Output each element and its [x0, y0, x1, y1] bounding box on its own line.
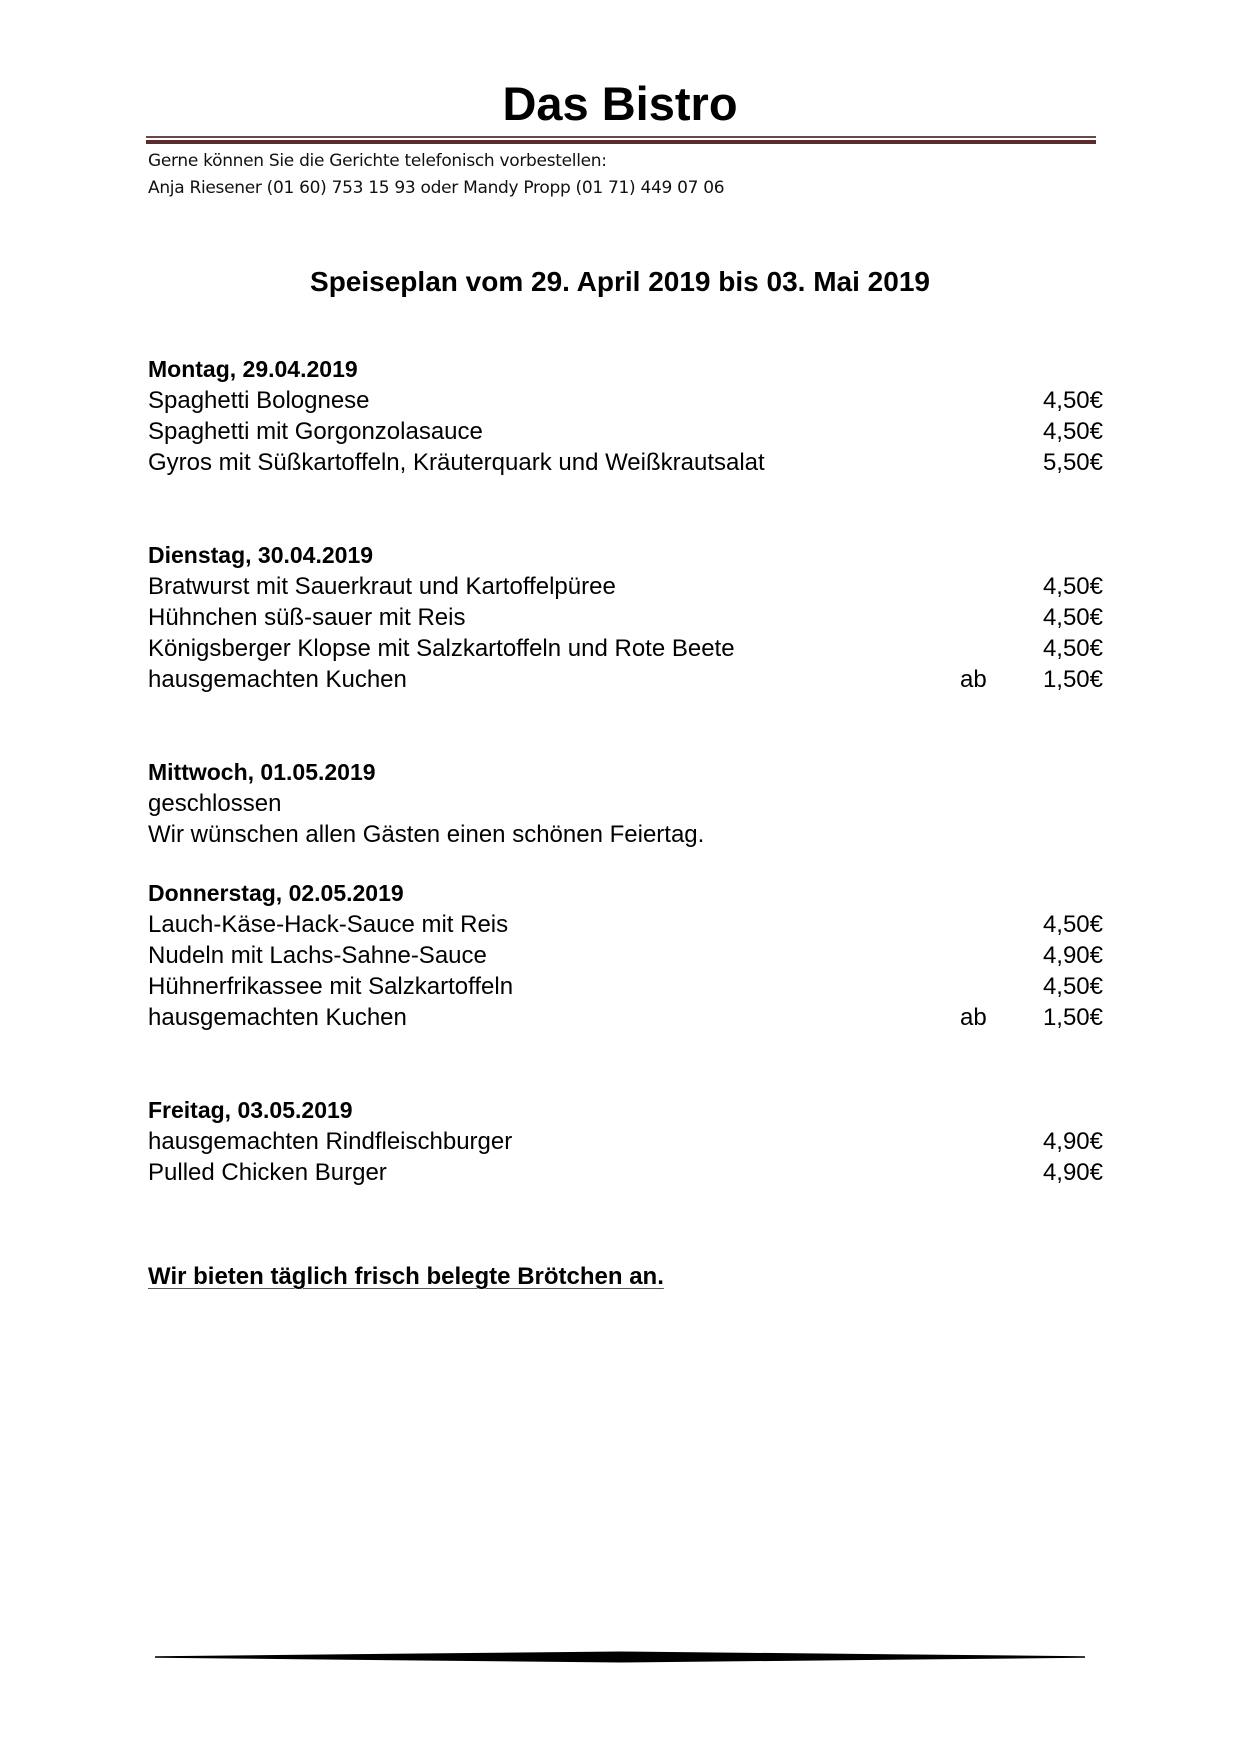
tapered-line-icon: [155, 1650, 1085, 1664]
price-prefix: ab: [960, 1004, 987, 1031]
dish-name: hausgemachten Kuchen: [148, 1004, 407, 1031]
day-heading: Dienstag, 30.04.2019: [148, 542, 374, 568]
dish-name: Hühnchen süß-sauer mit Reis: [148, 604, 466, 631]
dish-price: 4,50€: [1042, 573, 1103, 600]
menu-item: [148, 602, 1103, 633]
menu-item: [148, 940, 1103, 971]
menu-item: [148, 633, 1103, 664]
menu-item: [148, 571, 1103, 602]
holiday-greeting: Wir wünschen allen Gästen einen schönen Feiertag.: [148, 821, 705, 848]
contact-info: [148, 148, 724, 202]
dish-name: Gyros mit Süßkartoffeln, Kräuterquark und Weißkrautsalat: [148, 449, 765, 476]
dish-price: 4,90€: [1042, 1159, 1103, 1186]
dish-name: Hühnerfrikassee mit Salzkartoffeln: [148, 973, 514, 1000]
menu-item: [148, 971, 1103, 1002]
dish-name: Pulled Chicken Burger: [148, 1159, 387, 1186]
weekly-menu: [148, 354, 1103, 1188]
dish-price: 4,90€: [1042, 942, 1103, 969]
menu-item: [148, 909, 1103, 940]
day-thursday: [148, 878, 1103, 1033]
day-heading: Mittwoch, 01.05.2019: [148, 759, 376, 785]
dish-price: 4,50€: [1042, 387, 1103, 414]
dish-name: Spaghetti Bolognese: [148, 387, 370, 414]
dish-price: 1,50€: [1042, 666, 1103, 693]
menu-item: [148, 1002, 1103, 1033]
dish-name: hausgemachten Kuchen: [148, 666, 407, 693]
menu-item: [148, 385, 1103, 416]
spacer: [148, 695, 1103, 757]
spacer: [148, 850, 1103, 878]
day-wednesday: [148, 757, 1103, 850]
dish-price: 4,50€: [1042, 973, 1103, 1000]
preorder-note: Gerne können Sie die Gerichte telefonisch vorbestellen:: [148, 151, 607, 171]
dish-price: 4,50€: [1042, 911, 1103, 938]
header-divider-thick-line: [146, 140, 1096, 144]
dish-price: 4,50€: [1042, 604, 1103, 631]
fresh-rolls-note: Wir bieten täglich frisch belegte Brötchen an.: [148, 1263, 664, 1290]
header-divider-thin-line: [146, 136, 1096, 138]
dish-price: 5,50€: [1042, 449, 1103, 476]
dish-name: Spaghetti mit Gorgonzolasauce: [148, 418, 483, 445]
menu-item: [148, 664, 1103, 695]
dish-price: 4,50€: [1042, 635, 1103, 662]
dish-name: hausgemachten Rindfleischburger: [148, 1128, 513, 1155]
menu-item: [148, 1126, 1103, 1157]
menu-item: [148, 1157, 1103, 1188]
dish-name: Lauch-Käse-Hack-Sauce mit Reis: [148, 911, 509, 938]
dish-name: Nudeln mit Lachs-Sahne-Sauce: [148, 942, 487, 969]
dish-price: 4,90€: [1042, 1128, 1103, 1155]
day-heading: Donnerstag, 02.05.2019: [148, 880, 404, 906]
day-friday: [148, 1095, 1103, 1188]
dish-name: Bratwurst mit Sauerkraut und Kartoffelpüree: [148, 573, 616, 600]
day-heading: Freitag, 03.05.2019: [148, 1097, 353, 1123]
price-prefix: ab: [960, 666, 987, 693]
day-tuesday: [148, 540, 1103, 695]
day-monday: [148, 354, 1103, 478]
contact-phones: Anja Riesener (01 60) 753 15 93 oder Mandy Propp (01 71) 449 07 06: [148, 178, 725, 198]
footer-divider: [155, 1650, 1085, 1664]
dish-name: Königsberger Klopse mit Salzkartoffeln und Rote Beete: [148, 635, 735, 662]
menu-item: [148, 447, 1103, 478]
menu-item: [148, 416, 1103, 447]
header-divider: [146, 136, 1096, 145]
dish-price: 4,50€: [1042, 418, 1103, 445]
dish-price: 1,50€: [1042, 1004, 1103, 1031]
spacer: [148, 1033, 1103, 1095]
menu-plan-title: Speiseplan vom 29. April 2019 bis 03. Mai 2019: [310, 266, 930, 297]
spacer: [148, 478, 1103, 540]
day-heading: Montag, 29.04.2019: [148, 356, 358, 382]
closed-note: geschlossen: [148, 790, 282, 817]
bistro-title: Das Bistro: [502, 77, 738, 130]
